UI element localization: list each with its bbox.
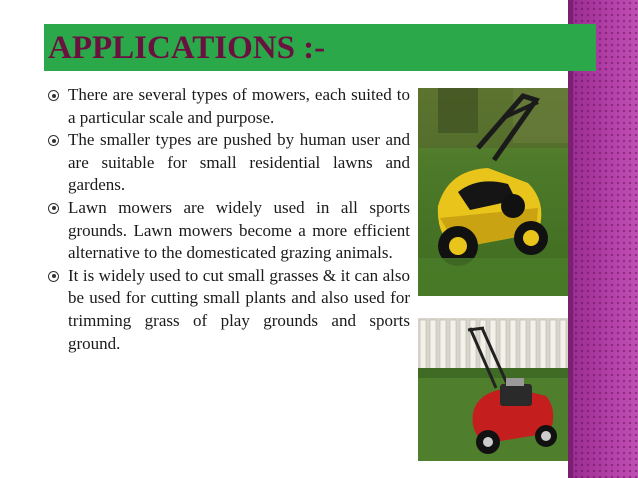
- side-decorative-band: [573, 0, 638, 478]
- lawn-mower-photo-yellow: [418, 88, 568, 296]
- bullet-item: [48, 197, 410, 265]
- bullet-text: There are several types of mowers, each suited to a particular scale and purpose.: [68, 85, 410, 127]
- bullet-text: Lawn mowers are widely used in all sports grounds. Lawn mowers become a more efficient alternative to the domesticated grazing animals.: [68, 197, 410, 263]
- bullet-text: It is widely used to cut small grasses & it can also be used for cutting small plants and also used for trimming grass of play grounds and sports ground.: [68, 265, 410, 353]
- circled-dot-icon: [48, 203, 59, 214]
- bullet-list: [48, 84, 410, 355]
- slide-title: APPLICATIONS :-: [48, 30, 326, 66]
- circled-dot-icon: [48, 90, 59, 101]
- bullet-item: [48, 84, 410, 129]
- bullet-item: [48, 265, 410, 355]
- bullet-item: [48, 129, 410, 197]
- circled-dot-icon: [48, 271, 59, 282]
- circled-dot-icon: [48, 135, 59, 146]
- lawn-mower-photo-red: [418, 318, 568, 461]
- bullet-text: The smaller types are pushed by human user and are suitable for small residential lawns and gardens.: [68, 130, 410, 195]
